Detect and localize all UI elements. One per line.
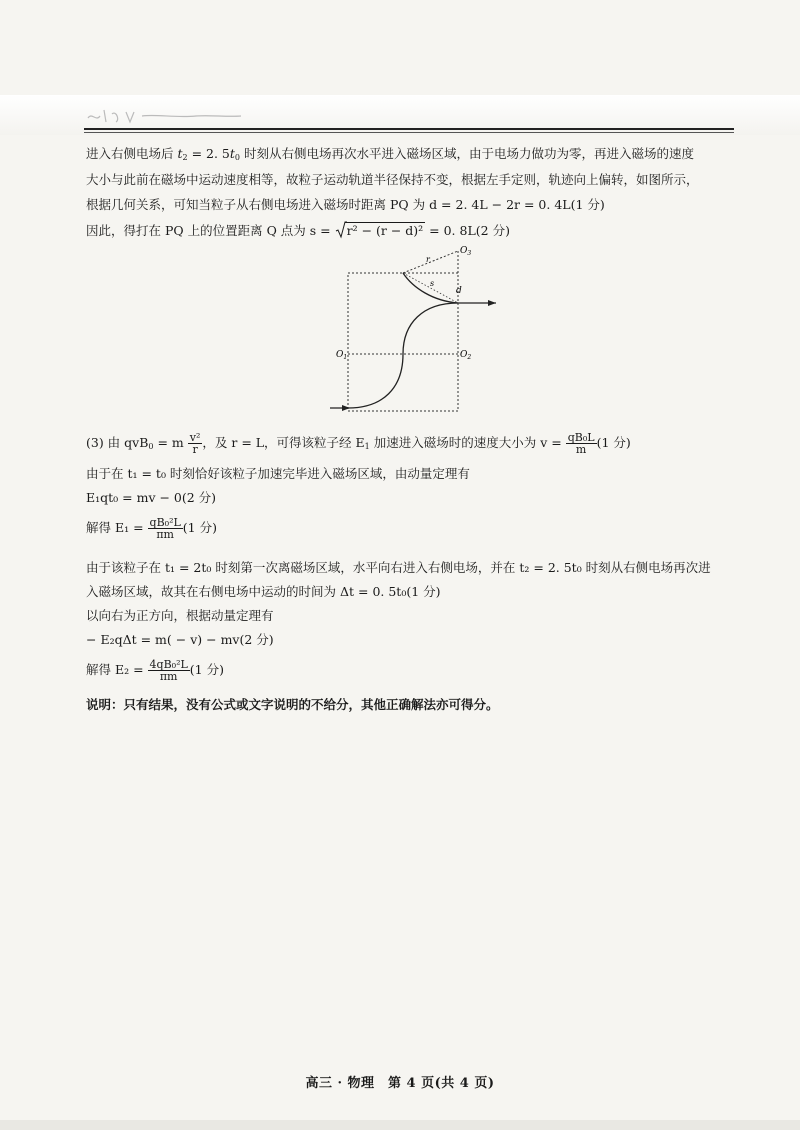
scan-edge <box>0 1120 800 1130</box>
part3-line8: − E₂qΔt = m( − v) − mv(2 分) <box>86 632 274 647</box>
part3-line1: (3) 由 qvB$_0$ = m $\frac{\text{v²}}{r}$ ，及 r = L，可得该粒子经 $E_1$ 加速进入磁场时的速度大小为 v = $\frac{\text{qB₀L}}{m}$ (1 分) <box>86 431 631 456</box>
part3-line5: 由于该粒子在 t₁ = 2t₀ 时刻第一次离磁场区域，水平向右进入右侧电场，并在 t₂ = 2. 5t₀ 时刻从右侧电场再次进 <box>86 560 711 575</box>
part3-line4: 解得 E₁ = $\frac{\text{qB₀²L}}{\pi m}$ (1 分) <box>86 516 217 541</box>
fraction-e2: $\frac{\text{4qB₀²L}}{\pi m}$ <box>149 658 188 683</box>
fraction-e1: $\frac{\text{qB₀²L}}{\pi m}$ <box>149 516 181 541</box>
middle-arc <box>403 303 458 354</box>
para2-line: 因此，得打在 PQ 上的位置距离 Q 点为 s = r² − (r − d)² = 0. 8L(2 分) <box>86 223 510 238</box>
para1-line1: 进入右侧电场后 $t_2 = 2$. $5t_0$ 时刻从右侧电场再次水平进入磁场区域，由于电场力做功为零，再进入磁场的速度 <box>86 146 694 162</box>
page-footer: 高三 · 物理 第 4 页(共 4 页) <box>305 1076 495 1091</box>
grading-note: 说明：只有结果，没有公式或文字说明的不给分，其他正确解法亦可得分。 <box>86 697 499 712</box>
fraction-qb0l-over-m: $\frac{\text{qB₀L}}{m}$ <box>567 431 595 456</box>
lower-arc <box>348 354 403 408</box>
header-rule-thin <box>84 132 734 133</box>
trajectory-diagram <box>328 243 508 415</box>
para1-line2: 大小与此前在磁场中运动速度相等，故粒子运动轨道半径保持不变，根据左手定则，轨迹向上偏转，如图所示， <box>86 172 699 187</box>
header-rule-thick <box>84 128 734 130</box>
part3-line3: E₁qt₀ = mv − 0(2 分) <box>86 490 217 505</box>
part3-line2: 由于在 t₁ = t₀ 时刻恰好该粒子加速完毕进入磁场区域，由动量定理有 <box>86 466 470 481</box>
header-handwritten-mark <box>86 104 246 126</box>
label-s: s <box>430 279 435 288</box>
label-o3: $O_3$ <box>460 246 472 257</box>
label-o1: $O_1$ <box>336 350 348 361</box>
exit-arrow-icon <box>488 300 496 306</box>
sqrt-expression: r² − (r − d)² <box>335 223 426 239</box>
entry-arrow-icon <box>342 405 350 411</box>
label-o2: $O_2$ <box>460 350 472 361</box>
label-r: r <box>426 255 430 264</box>
radius-line <box>403 251 458 273</box>
fraction-v2-over-r: $\frac{\text{v²}}{r}$ <box>189 431 201 456</box>
part3-line6: 入磁场区域，故其在右侧电场中运动的时间为 Δt = 0. 5t₀(1 分) <box>86 584 441 599</box>
para1-line3: 根据几何关系，可知当粒子从右侧电场进入磁场时距离 PQ 为 d = 2. 4L − 2r = 0. 4L(1 分) <box>86 197 605 212</box>
label-d: d <box>456 286 462 296</box>
s-guide <box>403 273 458 303</box>
part3-line9: 解得 E₂ = $\frac{\text{4qB₀²L}}{\pi m}$ (1 分) <box>86 658 224 683</box>
field-region-outline <box>348 273 458 411</box>
part3-line7: 以向右为正方向，根据动量定理有 <box>86 608 274 623</box>
